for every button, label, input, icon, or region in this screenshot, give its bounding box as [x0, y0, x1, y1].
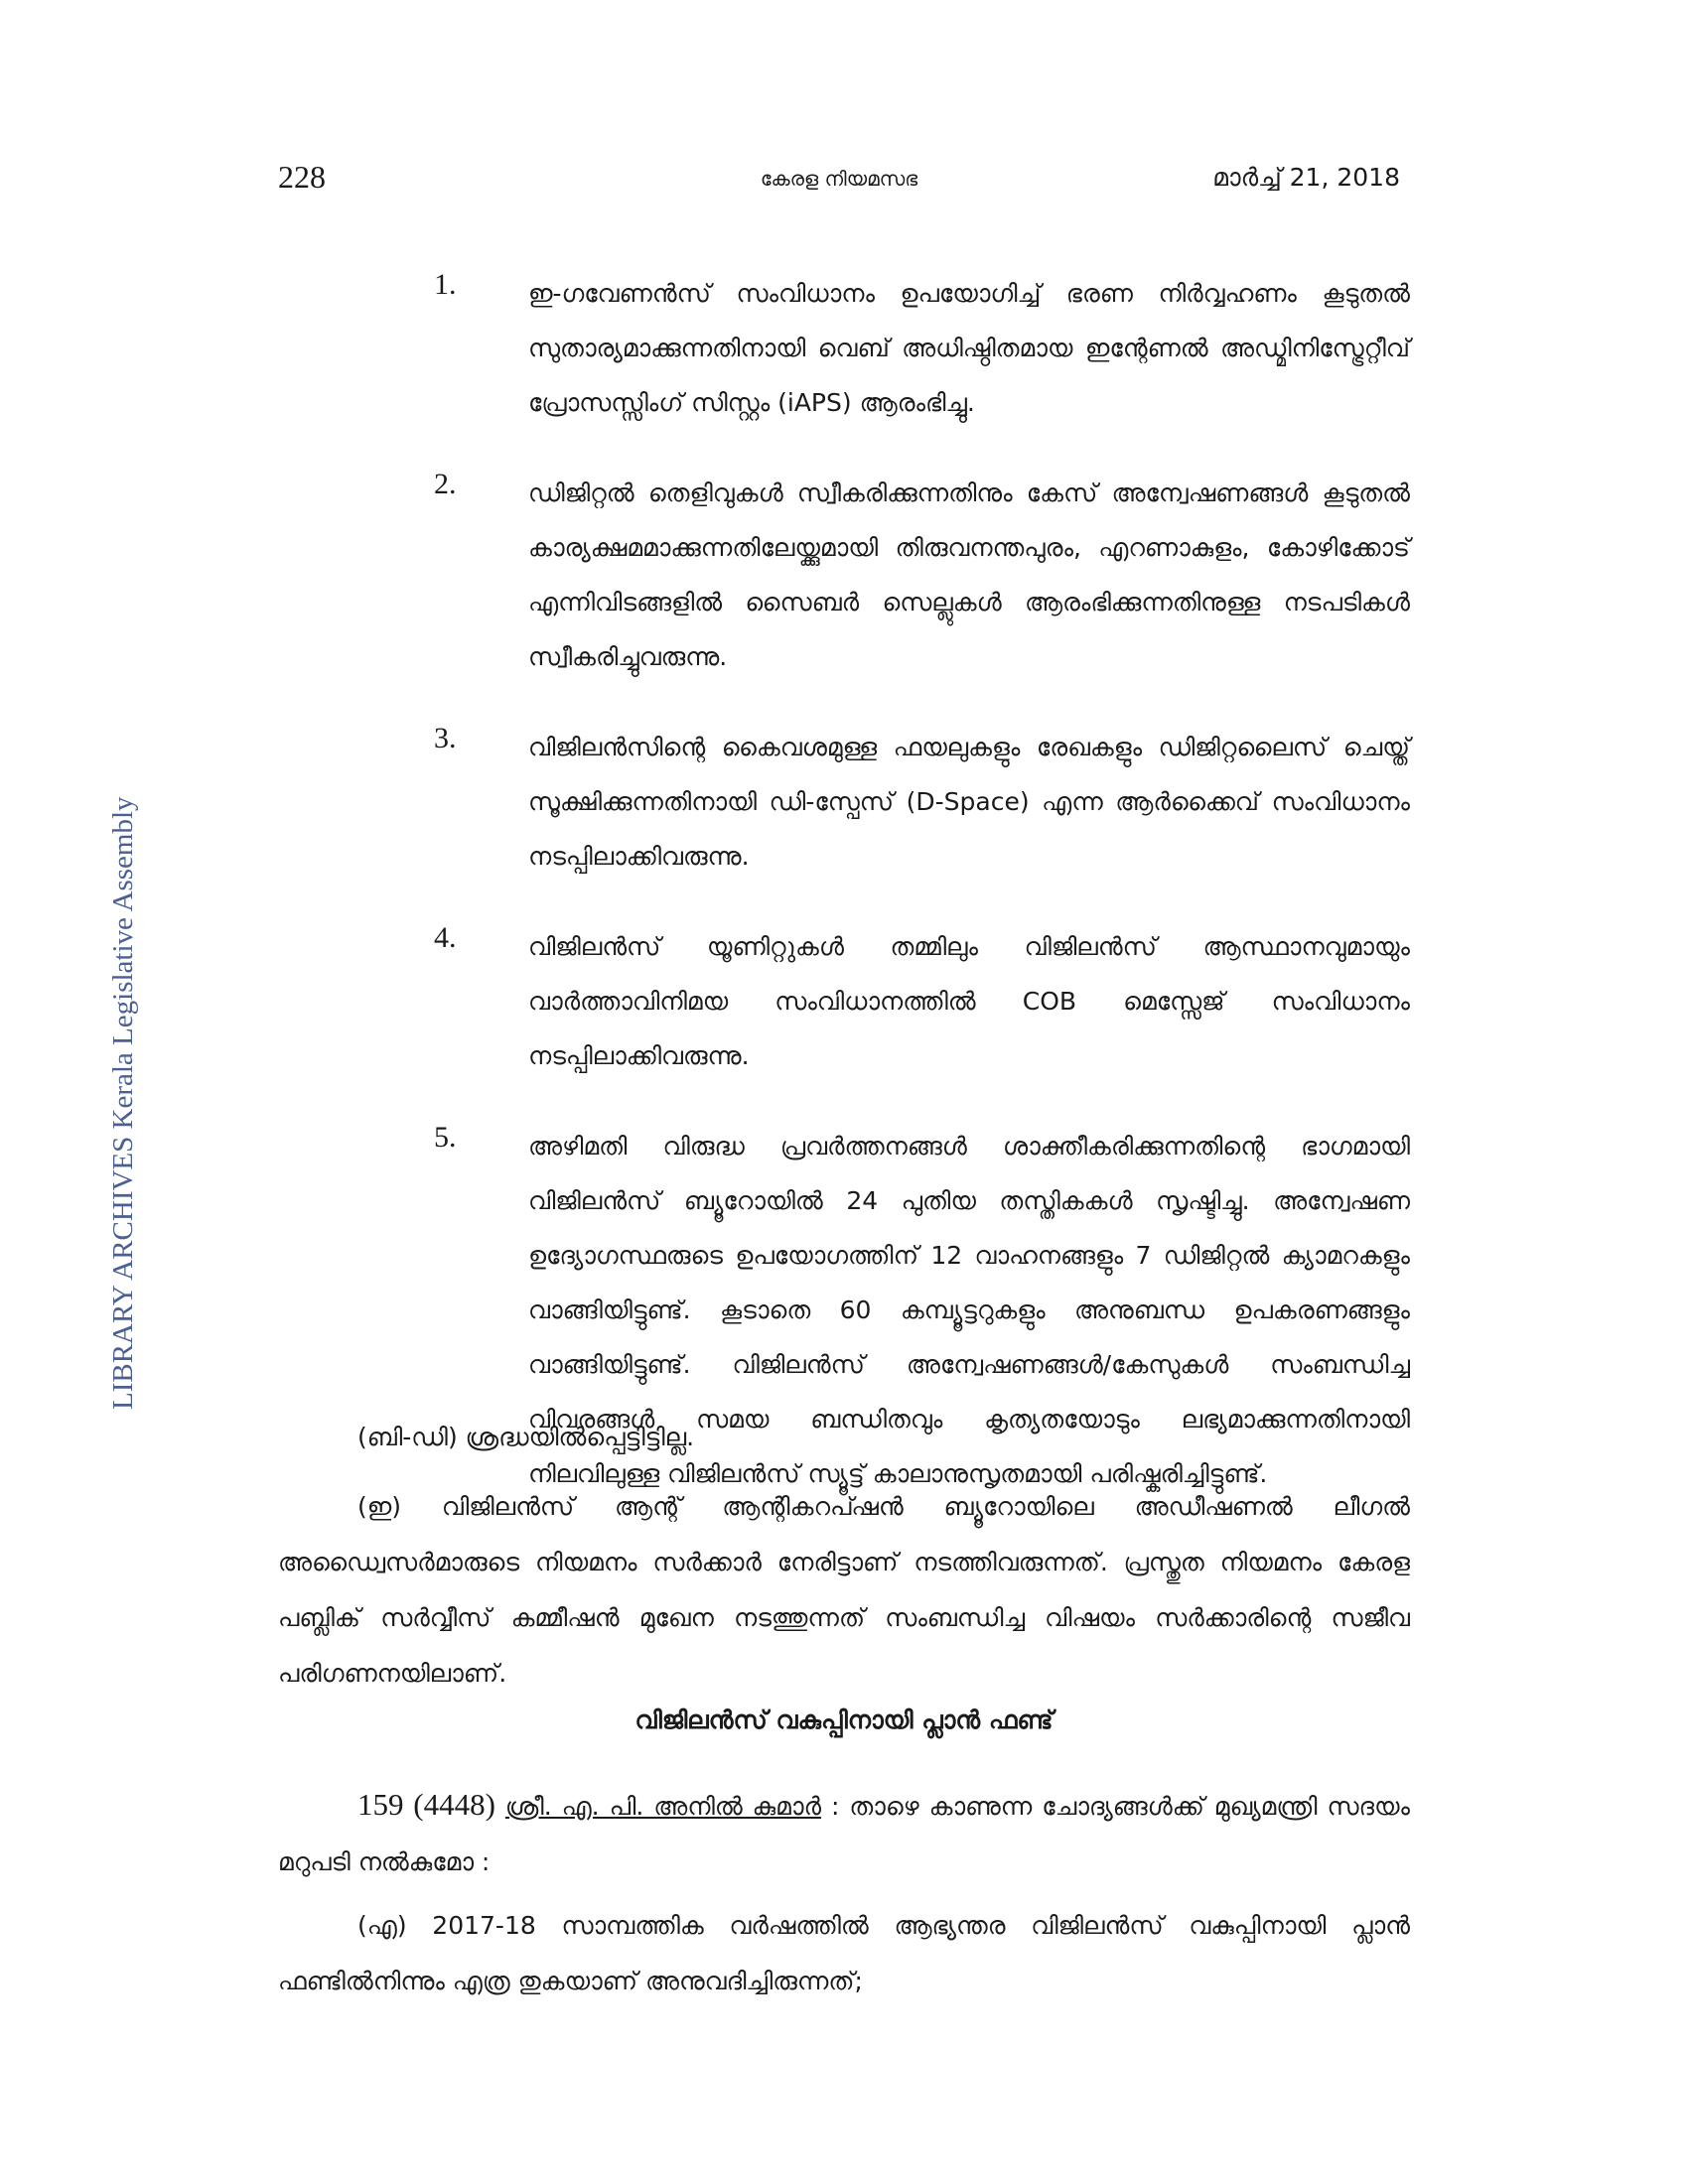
header-date: മാർച്ച് 21, 2018 — [1212, 163, 1400, 192]
question-part-a: (എ) 2017-18 സാമ്പത്തിക വർഷത്തിൽ ആഭ്യന്തര വിജിലൻസ് വകുപ്പിനായി പ്ലാൻ ഫണ്ടിൽനിന്നും എത്ര തുകയാണ് അനുവദിച്ചിരുന്നത്; — [278, 1911, 1410, 1995]
list-item-text: വിജിലൻസ് യൂണിറ്റുകൾ തമ്മിലും വിജിലൻസ് ആസ്ഥാനവുമായും വാർത്താവിനിമയ സംവിധാനത്തിൽ COB മെസ്സേജ് സംവിധാനം നടപ്പിലാക്കിവരുന്നു. — [528, 932, 1410, 1070]
list-item-number: 2. — [434, 468, 457, 500]
list-item — [434, 720, 1410, 884]
page-number: 228 — [278, 159, 326, 195]
answer-b-d: (ബി-ഡി) ശ്രദ്ധയിൽപ്പെട്ടിട്ടില്ല. — [357, 1423, 695, 1451]
list-item-number: 5. — [434, 1121, 457, 1154]
answer-e: (ഇ) വിജിലൻസ് ആന്റ് ആന്റികറപ്ഷൻ ബ്യൂറോയിലെ അഡീഷണൽ ലീഗൽ അഡ്വൈസർമാരുടെ നിയമനം സർക്കാർ നേരിട്ടാണ് നടത്തിവരുന്നത്. പ്രസ്തുത നിയമനം കേരള പബ്ലിക് സർവ്വീസ് കമ്മീഷൻ മുഖേന നടത്തുന്നത് സംബന്ധിച്ച വിഷയം സർക്കാരിന്റെ സജീവ പരിഗണനയിലാണ്. — [278, 1492, 1410, 1688]
list-item — [434, 919, 1410, 1083]
list-item-text: ഡിജിറ്റൽ തെളിവുകൾ സ്വീകരിക്കുന്നതിനും കേസ് അന്വേഷണങ്ങൾ കൂടുതൽ കാര്യക്ഷമമാക്കുന്നതിലേയ്ക്കുമായി തിരുവനന്തപുരം, എറണാകുളം, കോഴിക്കോട് എന്നിവിടങ്ങളിൽ സൈബർ സെല്ലുകൾ ആരംഭിക്കുന്നതിനുള്ള നടപടികൾ സ്വീകരിച്ചുവരുന്നു. — [528, 478, 1410, 671]
question-intro — [278, 1777, 1410, 1890]
answer-list — [434, 266, 1410, 1537]
list-item — [434, 266, 1410, 430]
list-item-text: ഇ-ഗവേണൻസ് സംവിധാനം ഉപയോഗിച്ച് ഭരണ നിർവ്വഹണം കൂടുതൽ സുതാര്യമാക്കുന്നതിനായി വെബ് അധിഷ്ഠിതമായ ഇന്റേണൽ അഡ്മിനിസ്ട്രേറ്റീവ് പ്രോസസ്സിംഗ് സിസ്റ്റം (iAPS) ആരംഭിച്ചു. — [528, 279, 1410, 417]
page-header — [278, 159, 1400, 208]
list-item-text: വിജിലൻസിന്റെ കൈവശമുള്ള ഫയലുകളും രേഖകളും ഡിജിറ്റലൈസ് ചെയ്ത് സൂക്ഷിക്കുന്നതിനായി ഡി-സ്പേസ് (D-Space) എന്ന ആർക്കൈവ് സംവിധാനം നടപ്പിലാക്കിവരുന്നു. — [528, 733, 1410, 871]
question-intro-text: : താഴെ കാണുന്ന ചോദ്യങ്ങൾക്ക് മുഖ്യമന്ത്രി സദയം മറുപടി നൽകുമോ : — [278, 1792, 1410, 1876]
list-item-number: 4. — [434, 921, 457, 954]
list-item-number: 3. — [434, 722, 457, 754]
running-title: കേരള നിയമസഭ — [760, 167, 918, 191]
section-heading: വിജിലൻസ് വകുപ്പിനായി പ്ലാൻ ഫണ്ട് — [634, 1706, 1054, 1734]
list-item-number: 1. — [434, 268, 457, 301]
member-name: ശ്രീ. എ. പി. അനിൽ കുമാർ — [504, 1792, 822, 1821]
list-item — [434, 466, 1410, 684]
library-archives-watermark: LIBRARY ARCHIVES Kerala Legislative Assembly — [107, 796, 139, 1410]
question-number: 159 (4448) — [357, 1787, 495, 1822]
list-item-text: അഴിമതി വിരുദ്ധ പ്രവർത്തനങ്ങൾ ശാക്തീകരിക്കുന്നതിന്റെ ഭാഗമായി വിജിലൻസ് ബ്യൂറോയിൽ 24 പുതിയ തസ്തികകൾ സൃഷ്ടിച്ചു. അന്വേഷണ ഉദ്യോഗസ്ഥരുടെ ഉപയോഗത്തിന് 12 വാഹനങ്ങളും 7 ഡിജിറ്റൽ ക്യാമറകളും വാങ്ങിയിട്ടുണ്ട്. കൂടാതെ 60 കമ്പ്യൂട്ടറുകളും അനുബന്ധ ഉപകരണങ്ങളും വാങ്ങിയിട്ടുണ്ട്. വിജിലൻസ് അന്വേഷണങ്ങൾ/കേസുകൾ സംബന്ധിച്ച വിവരങ്ങൾ സമയ ബന്ധിതവും കൃത്യതയോടും ലഭ്യമാക്കുന്നതിനായി നിലവിലുള്ള വിജിലൻസ് സ്യൂട്ട് കാലാനുസൃതമായി പരിഷ്കരിച്ചിട്ടുണ്ട്. — [528, 1132, 1410, 1488]
